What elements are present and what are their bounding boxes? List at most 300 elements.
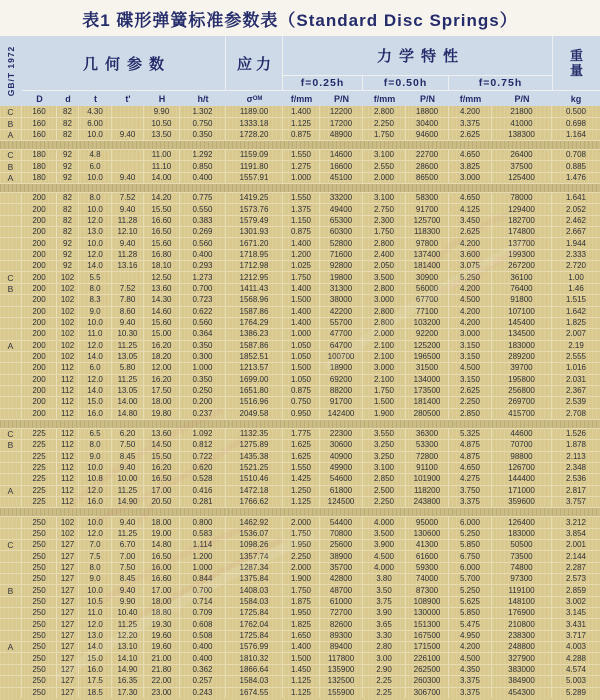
series-letter-cell: C — [0, 540, 22, 550]
value-cell: 4.500 — [449, 653, 492, 663]
table-row — [0, 462, 600, 473]
value-cell: 1810.32 — [226, 653, 283, 663]
value-cell: 8.0 — [79, 193, 112, 203]
value-cell: 1419.25 — [226, 193, 283, 203]
value-cell: 142400 — [320, 409, 363, 419]
value-cell: 4.875 — [449, 452, 492, 462]
value-cell: 134000 — [406, 375, 449, 385]
value-cell: 40900 — [320, 452, 363, 462]
value-cell: 15.00 — [144, 329, 180, 339]
value-cell: 0.800 — [180, 517, 226, 527]
value-cell: 135900 — [320, 665, 363, 675]
series-letter-cell: A — [0, 486, 22, 496]
value-cell: 1.050 — [283, 352, 320, 362]
table-row — [0, 203, 600, 214]
value-cell: 0.622 — [180, 307, 226, 317]
value-cell: 250 — [22, 585, 57, 595]
value-cell — [112, 161, 144, 171]
value-cell: 127 — [57, 688, 79, 698]
value-cell: 225 — [22, 440, 57, 450]
value-cell: 14.60 — [144, 307, 180, 317]
series-letter-cell — [0, 551, 22, 561]
value-cell: 2.625 — [449, 130, 492, 140]
value-cell: 160 — [22, 118, 57, 128]
value-cell: 3.100 — [363, 150, 406, 160]
value-cell: 1671.20 — [226, 238, 283, 248]
value-cell: 1189.00 — [226, 106, 283, 117]
value-cell: 45100 — [320, 173, 363, 183]
value-cell: 173500 — [406, 386, 449, 396]
value-cell: 4.8 — [79, 150, 112, 160]
value-cell: 18800 — [406, 106, 449, 117]
value-cell: 2.25 — [363, 676, 406, 686]
value-cell: 1.550 — [283, 150, 320, 160]
table-row — [0, 249, 600, 260]
table-row — [0, 562, 600, 573]
value-cell: 4.200 — [449, 318, 492, 328]
value-cell: 1699.00 — [226, 375, 283, 385]
value-cell: 18.00 — [144, 517, 180, 527]
value-cell: 17.50 — [144, 386, 180, 396]
series-letter-cell: B — [0, 161, 22, 171]
value-cell: 9.0 — [79, 452, 112, 462]
value-cell: 5.80 — [112, 363, 144, 373]
value-cell: 30400 — [406, 118, 449, 128]
value-cell: 82 — [57, 204, 79, 214]
value-cell: 0.243 — [180, 688, 226, 698]
value-cell: 1212.95 — [226, 272, 283, 282]
value-cell: 74000 — [406, 574, 449, 584]
value-cell: 4.200 — [449, 284, 492, 294]
value-cell: 2.462 — [565, 215, 587, 225]
table-row — [0, 129, 600, 140]
value-cell: 226100 — [406, 653, 449, 663]
value-cell: 0.812 — [180, 440, 226, 450]
value-cell: 2.250 — [283, 551, 320, 561]
value-cell: 20.50 — [144, 497, 180, 507]
value-cell: 102 — [57, 517, 79, 527]
value-cell: 6.5 — [79, 429, 112, 439]
value-cell: 4.500 — [449, 363, 492, 373]
value-cell: 2.667 — [565, 227, 587, 237]
value-cell: 7.50 — [112, 440, 144, 450]
table-row — [0, 192, 600, 203]
series-letter-cell: B — [0, 440, 22, 450]
value-cell: 22.00 — [144, 676, 180, 686]
value-cell: 2.19 — [568, 340, 584, 350]
value-cell: 16.60 — [144, 216, 180, 226]
value-cell: 137700 — [492, 238, 552, 248]
table-row — [0, 641, 600, 652]
value-cell: 16.50 — [144, 227, 180, 237]
value-cell: 42800 — [320, 574, 363, 584]
value-cell: 13.60 — [144, 429, 180, 439]
series-letter-cell: A — [0, 173, 22, 183]
value-cell: 6.0 — [79, 161, 112, 171]
value-cell: 108900 — [406, 597, 449, 607]
value-cell: 1.775 — [283, 429, 320, 439]
value-cell: 11.25 — [112, 341, 144, 351]
table-row — [0, 396, 600, 407]
value-cell: 0.714 — [180, 597, 226, 607]
table-row — [0, 485, 600, 496]
value-cell: 92 — [57, 161, 79, 171]
value-cell: 2.800 — [363, 318, 406, 328]
value-cell: 200 — [22, 409, 57, 419]
table-row — [0, 496, 600, 507]
value-cell: 200 — [22, 386, 57, 396]
value-cell: 0.875 — [283, 227, 320, 237]
value-cell: 14.10 — [112, 653, 144, 663]
value-cell: 15.50 — [144, 204, 180, 214]
value-cell: 1.825 — [565, 318, 587, 328]
value-cell: 145400 — [492, 318, 552, 328]
value-cell: 1375.84 — [226, 574, 283, 584]
value-cell: 0.269 — [180, 227, 226, 237]
value-cell: 8.45 — [112, 452, 144, 462]
value-cell: 9.40 — [112, 517, 144, 527]
value-cell: 0.350 — [180, 375, 226, 385]
value-cell: 3.854 — [565, 528, 587, 538]
value-cell: 82 — [57, 106, 79, 117]
value-cell: 6.000 — [449, 517, 492, 527]
value-cell: 4.288 — [565, 653, 587, 663]
value-cell: 1.050 — [283, 375, 320, 385]
value-cell: 1.375 — [283, 204, 320, 214]
value-cell: 3.150 — [449, 375, 492, 385]
value-cell: 14.00 — [112, 397, 144, 407]
value-cell: 0.608 — [180, 619, 226, 629]
series-letter-cell — [0, 574, 22, 584]
value-cell: 210800 — [492, 619, 552, 629]
table-row — [0, 607, 600, 618]
value-cell: 225 — [22, 429, 57, 439]
value-cell: 0.383 — [180, 216, 226, 226]
table-row — [0, 618, 600, 629]
table-row — [0, 106, 600, 117]
value-cell: 126700 — [492, 463, 552, 473]
value-cell: 1.200 — [180, 551, 226, 561]
value-cell: 1.000 — [180, 563, 226, 573]
table-row — [0, 149, 600, 160]
value-cell: 5.003 — [565, 676, 587, 686]
value-cell: 200 — [22, 193, 57, 203]
value-cell: 10.0 — [79, 517, 112, 527]
value-cell: 0.775 — [180, 193, 226, 203]
value-cell: 1576.99 — [226, 642, 283, 652]
value-cell: 250 — [22, 517, 57, 527]
value-cell: 48900 — [320, 130, 363, 140]
value-cell: 1.200 — [283, 250, 320, 260]
value-cell: 8.0 — [79, 440, 112, 450]
value-cell: 50500 — [492, 540, 552, 550]
value-cell: 102 — [57, 329, 79, 339]
table-row — [0, 340, 600, 351]
value-cell — [112, 106, 144, 117]
value-cell: 47700 — [320, 329, 363, 339]
value-cell: 18.00 — [144, 397, 180, 407]
value-cell: 42200 — [320, 307, 363, 317]
value-cell: 3.50 — [363, 585, 406, 595]
value-cell: 5.250 — [449, 272, 492, 282]
value-cell: 181400 — [406, 261, 449, 271]
value-cell: 2.333 — [565, 249, 587, 259]
value-cell: 3.600 — [449, 250, 492, 260]
value-cell: 160 — [22, 106, 57, 117]
table-row — [0, 172, 600, 183]
value-cell: 1.273 — [180, 272, 226, 282]
value-cell: 200 — [22, 329, 57, 339]
value-cell: 1.750 — [363, 386, 406, 396]
col-label-t: t — [79, 90, 112, 106]
table-row — [0, 573, 600, 584]
value-cell: 127 — [57, 585, 79, 595]
value-cell: 0.500 — [565, 106, 587, 116]
value-cell: 7.00 — [112, 551, 144, 561]
value-cell: 107100 — [492, 307, 552, 317]
value-cell: 52800 — [320, 238, 363, 248]
value-cell: 55700 — [320, 318, 363, 328]
value-cell: 7.50 — [112, 563, 144, 573]
value-cell: 1712.98 — [226, 261, 283, 271]
value-cell: 1386.23 — [226, 329, 283, 339]
value-cell: 9.0 — [79, 574, 112, 584]
value-cell: 1.625 — [283, 440, 320, 450]
value-cell: 1.400 — [283, 284, 320, 294]
value-cell: 12.0 — [79, 529, 112, 539]
value-cell: 1584.03 — [226, 676, 283, 686]
table-row — [0, 550, 600, 561]
value-cell: 15.0 — [79, 653, 112, 663]
value-cell: 0.950 — [283, 409, 320, 419]
value-cell: 21.00 — [144, 653, 180, 663]
value-cell: 1.000 — [283, 329, 320, 339]
value-cell: 1.164 — [565, 129, 587, 139]
value-cell: 200 — [22, 375, 57, 385]
series-letter-cell: B — [0, 585, 22, 595]
value-cell: 1.550 — [283, 193, 320, 203]
value-cell: 82600 — [320, 619, 363, 629]
value-cell: 250 — [22, 608, 57, 618]
value-cell: 1.750 — [283, 585, 320, 595]
value-cell: 1728.20 — [226, 130, 283, 140]
value-cell: 22700 — [406, 150, 449, 160]
value-cell: 19800 — [320, 272, 363, 282]
value-cell: 19.80 — [144, 409, 180, 419]
value-cell: 102 — [57, 352, 79, 362]
value-cell: 14600 — [320, 150, 363, 160]
value-cell: 200 — [22, 307, 57, 317]
value-cell: 454300 — [492, 688, 552, 698]
value-cell: 5.625 — [449, 597, 492, 607]
value-cell: 4.500 — [449, 295, 492, 305]
value-cell: 10.0 — [79, 238, 112, 248]
value-cell: 4.500 — [363, 551, 406, 561]
value-cell: 82 — [57, 227, 79, 237]
value-cell: 82 — [57, 130, 79, 140]
value-cell: 1.641 — [565, 193, 587, 203]
value-cell: 14.80 — [144, 540, 180, 550]
value-cell: 26400 — [492, 150, 552, 160]
value-cell: 3.000 — [363, 363, 406, 373]
value-cell: 127 — [57, 619, 79, 629]
value-cell: 13.0 — [79, 631, 112, 641]
value-cell: 1472.18 — [226, 486, 283, 496]
value-cell: 16.0 — [79, 665, 112, 675]
value-cell: 200 — [22, 216, 57, 226]
value-cell: 2.850 — [449, 409, 492, 419]
value-cell: 3.100 — [363, 463, 406, 473]
value-cell: 3.002 — [565, 596, 587, 606]
value-cell: 112 — [57, 497, 79, 507]
value-cell: 10.0 — [79, 130, 112, 140]
series-letter-cell — [0, 619, 22, 629]
value-cell: 98800 — [492, 452, 552, 462]
value-cell: 2.113 — [566, 451, 586, 461]
value-cell: 1.400 — [283, 106, 320, 117]
value-cell: 7.52 — [112, 193, 144, 203]
table-row — [0, 687, 600, 698]
value-cell: 1.515 — [565, 295, 587, 305]
series-letter-cell — [0, 295, 22, 305]
value-cell: 7.80 — [112, 295, 144, 305]
value-cell: 1.400 — [283, 642, 320, 652]
value-cell: 4.200 — [449, 307, 492, 317]
value-cell: 112 — [57, 386, 79, 396]
value-cell: 180 — [22, 161, 57, 171]
value-cell: 250 — [22, 653, 57, 663]
value-cell: 16.50 — [144, 551, 180, 561]
value-cell: 4.650 — [449, 150, 492, 160]
value-cell: 1.750 — [363, 130, 406, 140]
value-cell: 73500 — [492, 551, 552, 561]
value-cell: 1.750 — [363, 227, 406, 237]
header-f-025h: f=0.25h — [283, 76, 363, 90]
value-cell: 16.20 — [144, 375, 180, 385]
value-cell: 94600 — [406, 130, 449, 140]
value-cell: 0.293 — [180, 261, 226, 271]
value-cell: 13.10 — [112, 642, 144, 652]
value-cell: 200 — [22, 261, 57, 271]
value-cell: 1521.25 — [226, 463, 283, 473]
table-row — [0, 351, 600, 362]
value-cell: 12.0 — [79, 486, 112, 496]
value-cell: 124500 — [320, 497, 363, 507]
value-cell: 200 — [22, 352, 57, 362]
series-letter-cell — [0, 688, 22, 698]
series-letter-cell — [0, 529, 22, 539]
value-cell: 1.150 — [283, 216, 320, 226]
value-cell: 1.900 — [283, 574, 320, 584]
value-cell: 1.476 — [565, 172, 587, 182]
value-cell: 1725.84 — [226, 608, 283, 618]
value-cell: 1.000 — [180, 363, 226, 373]
value-cell: 8.45 — [112, 574, 144, 584]
value-cell: 8.60 — [112, 307, 144, 317]
value-cell: 0.722 — [180, 452, 226, 462]
value-cell: 14.00 — [144, 173, 180, 183]
value-cell: 176900 — [492, 608, 552, 618]
value-cell: 0.528 — [180, 474, 226, 484]
value-cell: 4.200 — [449, 238, 492, 248]
col-label-f-mm-1: f/mm — [283, 90, 320, 106]
value-cell: 8.3 — [79, 295, 112, 305]
value-cell: 384900 — [492, 676, 552, 686]
value-cell: 112 — [57, 363, 79, 373]
value-cell: 3.100 — [363, 193, 406, 203]
value-cell: 77100 — [406, 307, 449, 317]
value-cell: 1.875 — [283, 597, 320, 607]
value-cell: 4.350 — [449, 665, 492, 675]
value-cell: 13.60 — [144, 284, 180, 294]
series-letter-cell — [0, 409, 22, 419]
series-letter-cell — [0, 193, 22, 203]
value-cell: 91800 — [492, 295, 552, 305]
value-cell: 383000 — [492, 665, 552, 675]
value-cell: 16.50 — [144, 474, 180, 484]
value-cell: 11.10 — [144, 161, 180, 171]
value-cell: 1.450 — [283, 665, 320, 675]
value-cell: 95000 — [406, 517, 449, 527]
value-cell: 61600 — [406, 551, 449, 561]
value-cell: 1411.43 — [226, 284, 283, 294]
value-cell: 2.100 — [363, 375, 406, 385]
group-separator — [0, 140, 600, 149]
value-cell: 1.016 — [565, 363, 587, 373]
value-cell: 1.500 — [283, 295, 320, 305]
value-cell: 5.850 — [449, 608, 492, 618]
table-row — [0, 652, 600, 663]
table-row — [0, 306, 600, 317]
value-cell: 6.750 — [449, 551, 492, 561]
value-cell: 101900 — [406, 474, 449, 484]
value-cell: 200 — [22, 238, 57, 248]
value-cell: 5.475 — [449, 619, 492, 629]
series-letter-cell — [0, 517, 22, 527]
value-cell: 4.650 — [449, 193, 492, 203]
title-bar — [0, 0, 600, 36]
value-cell: 4.000 — [363, 517, 406, 527]
value-cell: 2.250 — [363, 497, 406, 507]
value-cell: 127 — [57, 540, 79, 550]
value-cell: 39700 — [492, 363, 552, 373]
value-cell: 138300 — [492, 130, 552, 140]
value-cell: 2.850 — [363, 474, 406, 484]
value-cell: 4.574 — [565, 664, 587, 674]
value-cell: 6.70 — [112, 540, 144, 550]
value-cell: 65300 — [320, 216, 363, 226]
value-cell: 11.00 — [144, 150, 180, 160]
value-cell: 3.90 — [363, 608, 406, 618]
value-cell: 61800 — [320, 486, 363, 496]
value-cell: 22300 — [320, 429, 363, 439]
value-cell: 199300 — [492, 250, 552, 260]
value-cell: 10.30 — [112, 329, 144, 339]
value-cell: 1191.80 — [226, 161, 283, 171]
table-row — [0, 528, 600, 539]
value-cell: 13.05 — [112, 386, 144, 396]
standard-code-vertical — [0, 36, 22, 106]
value-cell: 91700 — [406, 204, 449, 214]
value-cell: 5.700 — [449, 574, 492, 584]
value-cell: 2.300 — [363, 216, 406, 226]
value-cell: 100700 — [320, 352, 363, 362]
value-cell: 3.150 — [449, 352, 492, 362]
value-cell: 327900 — [492, 653, 552, 663]
value-cell: 2.800 — [363, 307, 406, 317]
value-cell: 3.500 — [363, 529, 406, 539]
value-cell: 112 — [57, 375, 79, 385]
